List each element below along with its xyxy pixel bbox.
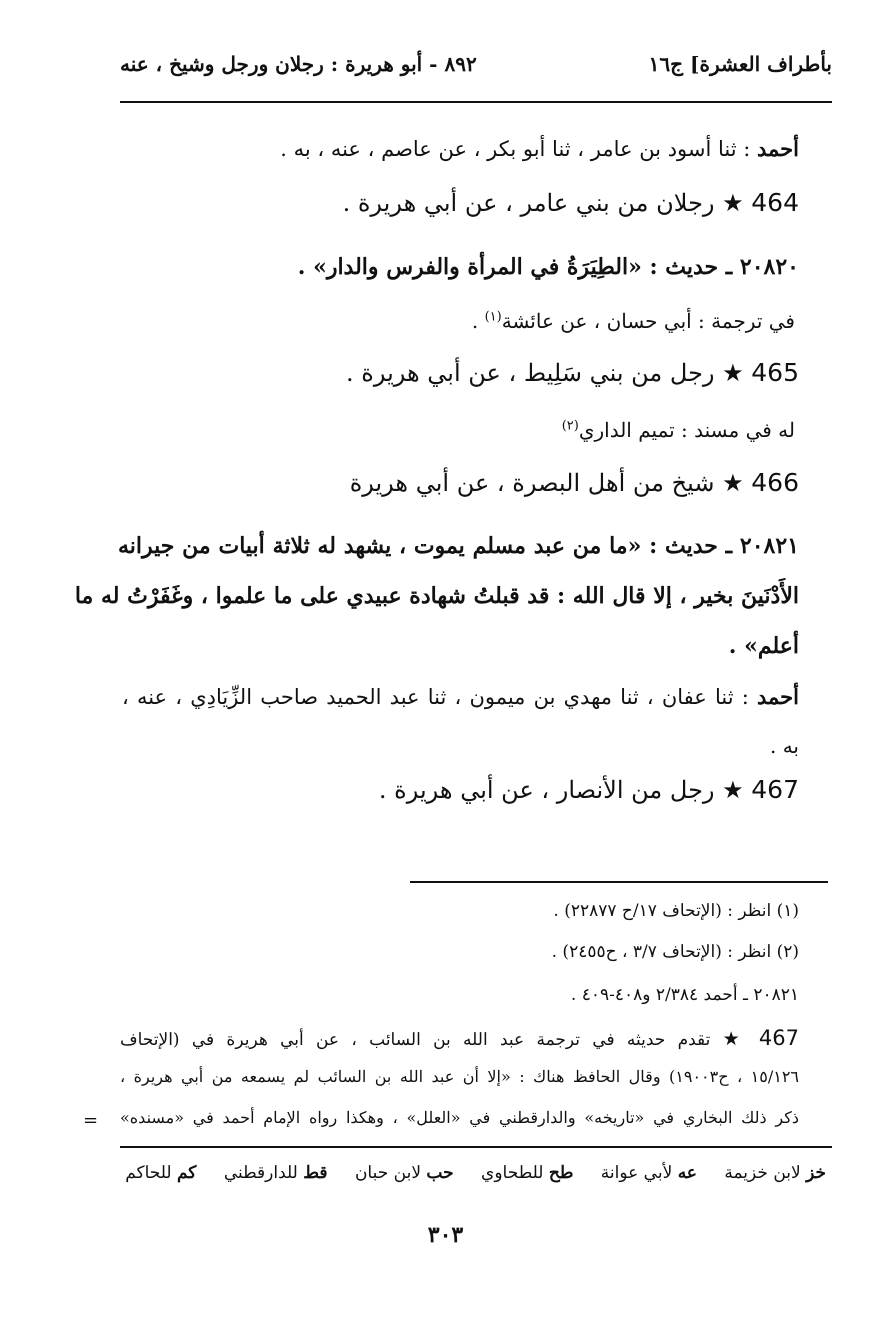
tarjama-line: [472, 309, 795, 333]
legend-desc: لأبي عوانة: [600, 1163, 678, 1183]
rawi-entry-466: [350, 468, 799, 497]
hadith-20820: [298, 254, 799, 280]
footnote-text: ١٥/١٢٦ ، ح١٩٠٠٣) وقال الحافظ هناك : «إلا أن عبد الله بن السائب لم يسمعه من أبي هريرة ،: [120, 1067, 799, 1086]
legend-abbr: طح: [548, 1163, 574, 1183]
isnad-line-1: [280, 136, 799, 161]
legend-item: [601, 1163, 697, 1183]
narrator-name: أحمد: [757, 136, 799, 161]
abbreviation-legend: [103, 1163, 826, 1183]
isnad-text: : ثنا عفان ، ثنا مهدي بن ميمون ، ثنا عبد الحميد صاحب الزِّيَادِي ، عنه ،: [122, 685, 758, 709]
legend-desc: للدارقطني: [223, 1163, 304, 1183]
legend-item: [125, 1163, 196, 1183]
page-number: ٣٠٣: [427, 1222, 464, 1248]
header-rule: [120, 101, 832, 103]
legend-item: [355, 1163, 454, 1183]
rawi-text: رجلان من بني عامر ، عن أبي هريرة .: [342, 189, 723, 217]
legend-rule: [120, 1146, 832, 1148]
rawi-text: شيخ من أهل البصرة ، عن أبي هريرة: [349, 469, 723, 497]
footnote-text: ذكر ذلك البخاري في «تاريخه» والدارقطني في «العلل» ، وهكذا رواه الإمام أحمد في «مسنده»: [120, 1108, 799, 1127]
footnote-467-line-1: [120, 1026, 799, 1050]
rawi-number: 464: [751, 188, 799, 217]
hadith-text: ـ حديث : «الطِيَرَةُ في المرأة والفرس والدار» .: [297, 254, 740, 280]
rawi-text: رجل من بني سَلِيط ، عن أبي هريرة .: [346, 359, 723, 387]
musnad-text: له في مسند : تميم الداري: [578, 418, 795, 442]
legend-abbr: قط: [303, 1163, 328, 1183]
legend-abbr: كم: [176, 1163, 197, 1183]
hadith-text: ـ حديث : «ما من عبد مسلم يموت ، يشهد له ثلاثة أبيات من جيرانه: [118, 533, 740, 559]
footnote-rule: [410, 881, 828, 883]
header-book-title: بأطراف العشرة] ج١٦: [648, 52, 832, 76]
tarjama-text: في ترجمة : أبي حسان ، عن عائشة: [501, 309, 795, 333]
legend-desc: للحاكم: [125, 1163, 177, 1183]
star-icon: ★: [722, 359, 744, 387]
star-icon: ★: [722, 469, 744, 497]
star-icon: ★: [722, 776, 744, 804]
continuation-mark: =: [83, 1110, 99, 1131]
rawi-number: 465: [751, 358, 799, 387]
legend-desc: لابن خزيمة: [724, 1163, 807, 1183]
hadith-number: ٢٠٨٢١: [739, 533, 799, 559]
legend-abbr: عه: [677, 1163, 697, 1183]
rawi-text: رجل من الأنصار ، عن أبي هريرة .: [378, 776, 723, 804]
rawi-number: 466: [751, 468, 799, 497]
hadith-20821-line-1: [118, 533, 799, 559]
star-icon: ★: [722, 1028, 747, 1050]
legend-desc: لابن حبان: [354, 1163, 427, 1183]
star-icon: ★: [722, 189, 744, 217]
isnad-text: به .: [769, 734, 799, 758]
footnote-ref-1: (١): [484, 309, 502, 325]
rawi-entry-464: [343, 188, 799, 217]
hadith-20821-line-3: [729, 633, 799, 659]
hadith-number: ٢٠٨٢٠: [739, 254, 799, 280]
isnad-text: : ثنا أسود بن عامر ، ثنا أبو بكر ، عن عاصم ، عنه ، به .: [280, 137, 758, 161]
rawi-entry-465: [346, 358, 799, 387]
footnote-rawi-number: 467: [758, 1026, 799, 1050]
isnad-line-2: [122, 684, 799, 709]
legend-item: [481, 1163, 573, 1183]
hadith-text: الأَدْنَينَ بخير ، إلا قال الله : قد قبلتُ شهادة عبيدي على ما علموا ، وغَفَرْتُ له ما: [74, 583, 799, 609]
footnote-2: (٢) انظر : (الإتحاف ٣/٧ ، ح٢٤٥٥) .: [551, 942, 799, 962]
header-section-title: ٨٩٢ - أبو هريرة : رجلان ورجل وشيخ ، عنه: [120, 52, 477, 76]
legend-abbr: خز: [806, 1163, 826, 1183]
musnad-line: [562, 418, 795, 442]
legend-abbr: حب: [426, 1163, 454, 1183]
footnote-1: (١) انظر : (الإتحاف ١٧/ح ٢٢٨٧٧) .: [553, 901, 799, 921]
legend-desc: للطحاوي: [481, 1163, 549, 1183]
footnote-ref-2: (٢): [561, 418, 579, 434]
hadith-20821-line-2: [74, 583, 799, 609]
footnote-text: تقدم حديثه في ترجمة عبد الله بن السائب ، عن أبي هريرة في (الإتحاف: [120, 1030, 723, 1050]
footnote-467-line-2: [120, 1067, 799, 1086]
footnote-467-line-3: [120, 1108, 799, 1127]
isnad-line-2-end: [770, 734, 799, 758]
footnote-3: ٢٠٨٢١ ـ أحمد ٢/٣٨٤ و٤٠٨-٤٠٩ .: [570, 985, 799, 1005]
tarjama-end: .: [471, 309, 485, 333]
narrator-name: أحمد: [757, 684, 799, 709]
running-header: [120, 52, 832, 92]
rawi-number: 467: [751, 775, 799, 804]
hadith-text: أعلم» .: [728, 633, 799, 659]
legend-item: [724, 1163, 826, 1183]
legend-item: [224, 1163, 328, 1183]
rawi-entry-467: [379, 775, 799, 804]
